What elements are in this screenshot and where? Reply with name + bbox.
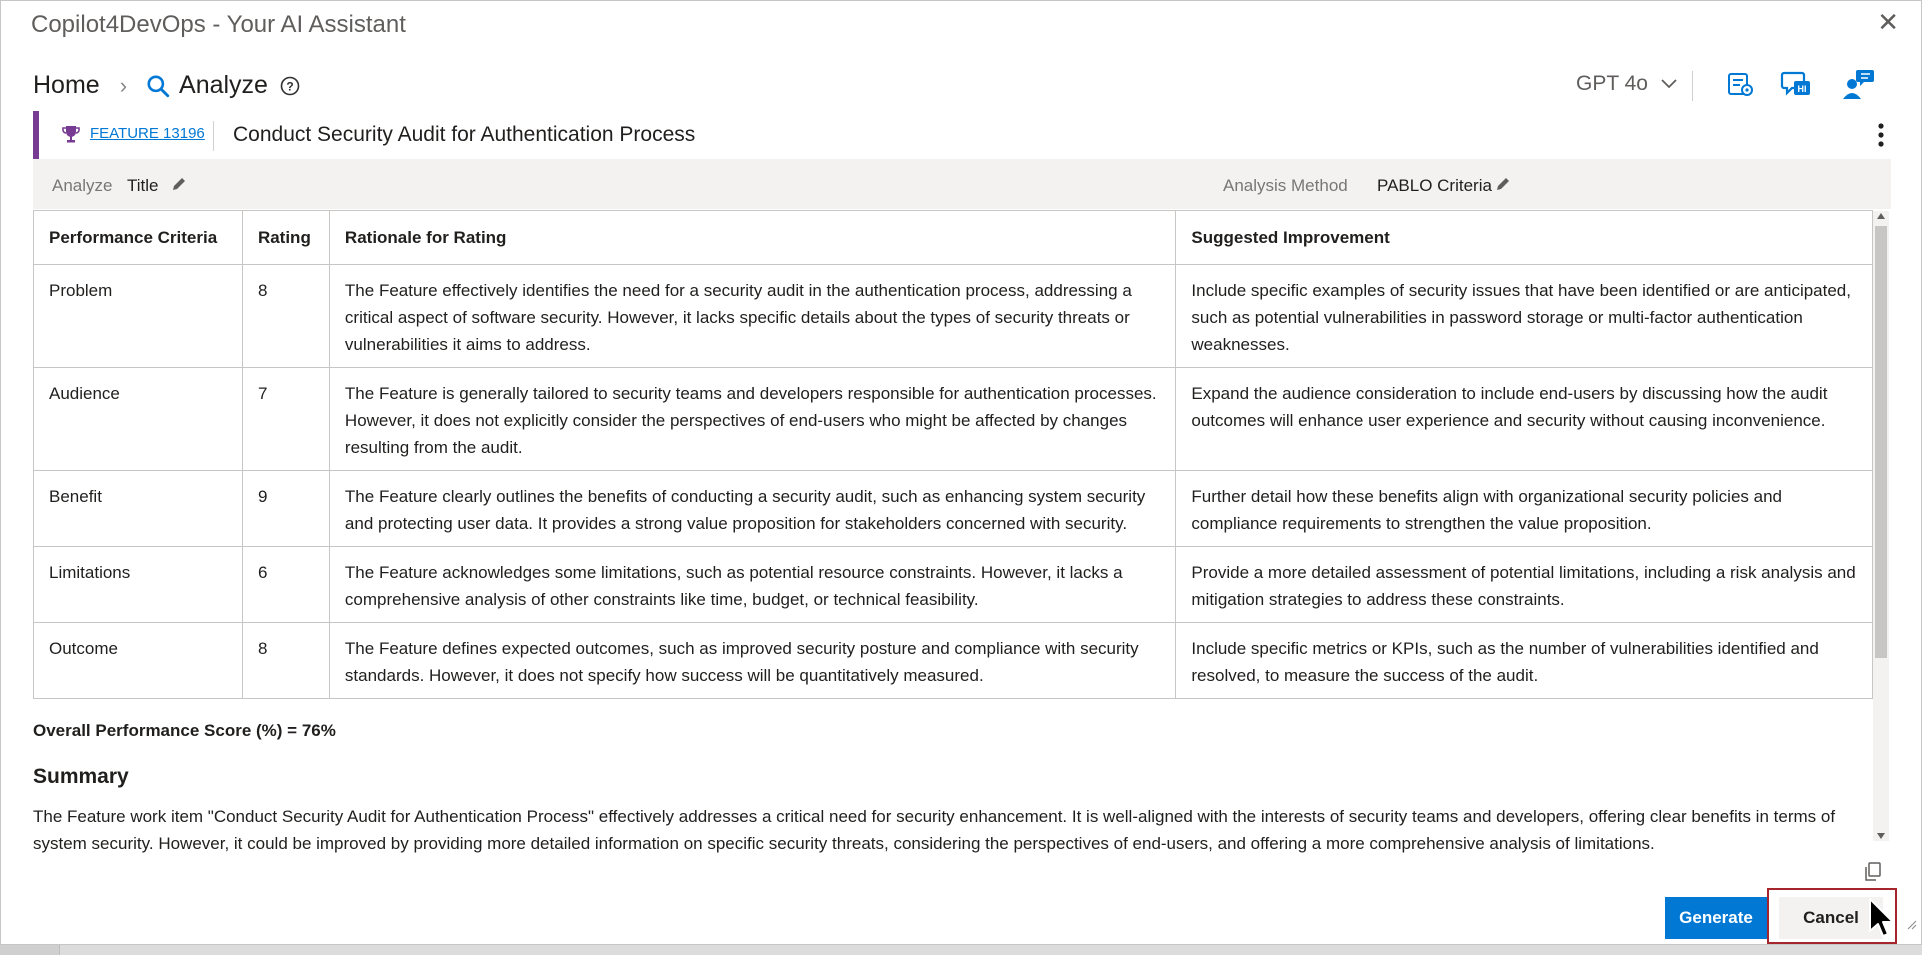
rationale-cell: The Feature is generally tailored to security teams and developers responsible for authentication processes. However, it does not explicitly consider the perspectives of end-users who might be affected by changes resulting from the audit. (329, 368, 1175, 471)
table-row (34, 471, 1873, 547)
feature-title: Conduct Security Audit for Authentication Process (233, 123, 696, 146)
table-header-row (34, 211, 1873, 265)
breadcrumb (33, 71, 300, 100)
criteria-cell: Audience (34, 368, 243, 471)
criteria-cell: Limitations (34, 547, 243, 623)
chevron-right-icon: › (119, 72, 128, 98)
scroll-thumb[interactable] (1875, 226, 1887, 658)
analysis-table (33, 210, 1873, 699)
user-chat-icon[interactable] (1841, 67, 1875, 101)
close-icon[interactable]: ✕ (1877, 7, 1899, 37)
analysis-method-value: PABLO Criteria (1377, 176, 1492, 195)
feature-divider (213, 121, 214, 151)
generate-button[interactable]: Generate (1665, 897, 1767, 939)
rationale-cell: The Feature defines expected outcomes, such as improved security posture and compliance with security standards. However, it does not specify how success will be quantitatively measured. (329, 623, 1175, 699)
improvement-cell: Expand the audience consideration to include end-users by discussing how the audit outcomes will enhance user experience and security without causing inconvenience. (1176, 368, 1873, 471)
resize-grip-icon[interactable] (1905, 918, 1917, 930)
taskbar-strip (0, 945, 1922, 955)
chat-icon[interactable] (1779, 67, 1813, 101)
svg-text:HI: HI (1797, 84, 1807, 94)
taskbar-segment (0, 945, 60, 955)
scroll-up-arrow[interactable] (1877, 213, 1885, 219)
analyze-value: Title (127, 176, 159, 195)
feature-accent-bar (33, 111, 39, 159)
model-select-value: GPT 4o (1576, 72, 1648, 95)
feature-link[interactable]: FEATURE 13196 (90, 125, 205, 142)
overall-score: Overall Performance Score (%) = 76% (33, 721, 336, 740)
cancel-button[interactable]: Cancel (1779, 897, 1883, 939)
rationale-cell: The Feature effectively identifies the need for a security audit in the authentication process, addressing a critical aspect of software security. However, it lacks specific details about the types of security threats or vulnerabilities it aims to address. (329, 265, 1175, 368)
rating-cell: 8 (242, 623, 329, 699)
dialog-title: Copilot4DevOps - Your AI Assistant (31, 11, 406, 38)
svg-text:?: ? (286, 79, 294, 93)
rating-cell: 7 (242, 368, 329, 471)
rating-cell: 6 (242, 547, 329, 623)
criteria-cell: Benefit (34, 471, 243, 547)
toolbar-divider (1692, 71, 1693, 101)
summary-heading: Summary (33, 765, 129, 788)
pencil-icon[interactable] (1495, 176, 1511, 192)
column-header: Rationale for Rating (329, 211, 1175, 265)
prompt-icon[interactable] (1723, 67, 1757, 101)
improvement-cell: Further detail how these benefits align with organizational security policies and compliance requirements to strengthen the value proposition. (1176, 471, 1873, 547)
more-icon[interactable] (1871, 121, 1891, 149)
column-header: Rating (242, 211, 329, 265)
criteria-cell: Outcome (34, 623, 243, 699)
model-select[interactable] (1576, 72, 1678, 96)
scroll-down-arrow[interactable] (1877, 833, 1885, 839)
breadcrumb-home[interactable]: Home (33, 71, 100, 99)
improvement-cell: Include specific examples of security issues that have been identified or are anticipated, such as potential vulnerabilities in password storage or multi-factor authentication weaknesses. (1176, 265, 1873, 368)
improvement-cell: Provide a more detailed assessment of potential limitations, including a risk analysis and mitigation strategies to address these constraints. (1176, 547, 1873, 623)
rating-cell: 9 (242, 471, 329, 547)
table-row (34, 623, 1873, 699)
column-header: Suggested Improvement (1176, 211, 1873, 265)
search-icon (145, 73, 171, 99)
table-row (34, 265, 1873, 368)
criteria-cell: Problem (34, 265, 243, 368)
copy-icon[interactable] (1863, 861, 1883, 883)
content-scrollbar[interactable] (1873, 211, 1889, 841)
table-row (34, 368, 1873, 471)
analysis-method-label: Analysis Method (1223, 176, 1348, 195)
rationale-cell: The Feature acknowledges some limitations, such as potential resource constraints. However, it lacks a comprehensive analysis of other constraints like time, budget, or technical feasibility. (329, 547, 1175, 623)
breadcrumb-current: Analyze (179, 71, 268, 99)
table-row (34, 547, 1873, 623)
analysis-content[interactable] (33, 209, 1905, 853)
pencil-icon[interactable] (171, 176, 187, 192)
help-icon[interactable] (280, 76, 300, 96)
rating-cell: 8 (242, 265, 329, 368)
chevron-down-icon (1660, 78, 1678, 90)
summary-text: The Feature work item "Conduct Security Audit for Authentication Process" effectively addresses a critical need for security enhancement. It is well-aligned with the interests of security teams and developers, offering clear benefits in terms of system security. However, it could be improved by providing more detailed information on specific security threats, considering the perspectives of end-users, and offering a more comprehensive analysis of limitations. (33, 807, 1836, 853)
rationale-cell: The Feature clearly outlines the benefits of conducting a security audit, such as enhancing system security and protecting user data. It provides a strong value proposition for stakeholders concerned with security. (329, 471, 1175, 547)
feature-header (33, 111, 1891, 159)
cursor-icon (1867, 897, 1897, 941)
analyze-settings-bar (33, 159, 1891, 209)
analyze-label: Analyze (52, 176, 113, 195)
column-header: Performance Criteria (34, 211, 243, 265)
trophy-icon (61, 124, 81, 144)
improvement-cell: Include specific metrics or KPIs, such as the number of vulnerabilities identified and resolved, to measure the success of the audit. (1176, 623, 1873, 699)
